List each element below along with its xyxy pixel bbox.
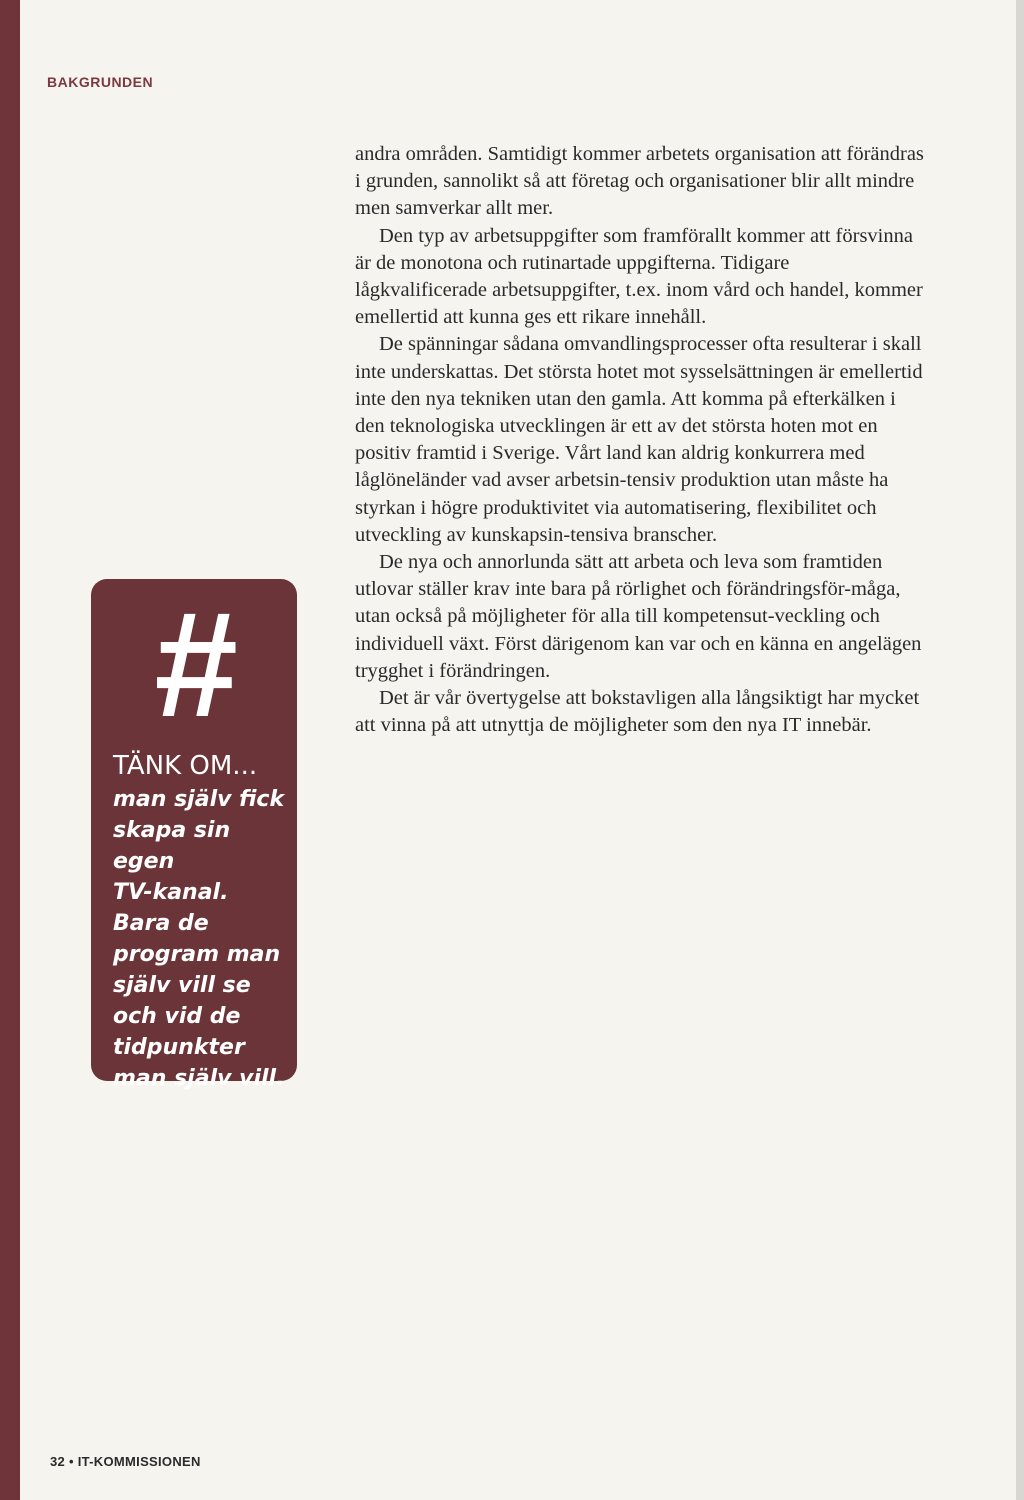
page-footer: 32 • IT-KOMMISSIONEN (50, 1454, 201, 1469)
article-paragraph-1: andra områden. Samtidigt kommer arbetets organisation att förändras i grunden, sannolikt så att företag och organisationer blir allt mindre men samverkar allt mer. (355, 143, 924, 220)
article-paragraph-5: Det är vår övertygelse att bokstavligen alla långsiktigt har mycket att vinna på att utnyttja de möjligheter som den nya IT innebär. (355, 687, 920, 737)
hash-icon: # (152, 580, 236, 748)
article-body (355, 141, 925, 739)
callout-body: man själv fick skapa sin egen TV-kanal. Bara de program man själv vill se och vid de tidpunkter man själv vill. (113, 787, 285, 1091)
right-page-edge (1016, 0, 1024, 1500)
think-about-callout (91, 579, 297, 1091)
article-paragraph-2: Den typ av arbetsuppgifter som framförallt kommer att försvinna är de monotona och rutinartade uppgifterna. Tidigare lågkvalificerade arbetsuppgifter, t.ex. inom vård och handel, kommer emellertid att kunna ges ett rikare innehåll. (355, 224, 923, 329)
callout-title: TÄNK OM... (113, 751, 258, 781)
left-edge-bar (0, 0, 20, 1500)
article-paragraph-3: De spänningar sådana omvandlingsprocesser ofta resulterar i skall inte underskattas. Det största hotet mot sysselsättningen är emellertid inte den nya tekniken utan den gamla. Att komma på efterkälken i den teknologiska utvecklingen är ett av det största hoten mot en positiv framtid i Sverige. Vårt land kan aldrig konkurrera med låglöneländer vad avser arbetsin-tensiv produktion utan måste ha styrkan i högre produktivitet via automatisering, flexibilitet och utveckling av kunskapsin-tensiva branscher. (355, 333, 923, 546)
section-label: BAKGRUNDEN (47, 74, 154, 90)
article-paragraph-4: De nya och annorlunda sätt att arbeta och leva som framtiden utlovar ställer krav inte bara på rörlighet och förändringsför-måga, utan också på möjligheter för alla till kompetensut-veckling och individuell växt. Först därigenom kan var och en känna en angelägen trygghet i förändringen. (355, 551, 922, 682)
